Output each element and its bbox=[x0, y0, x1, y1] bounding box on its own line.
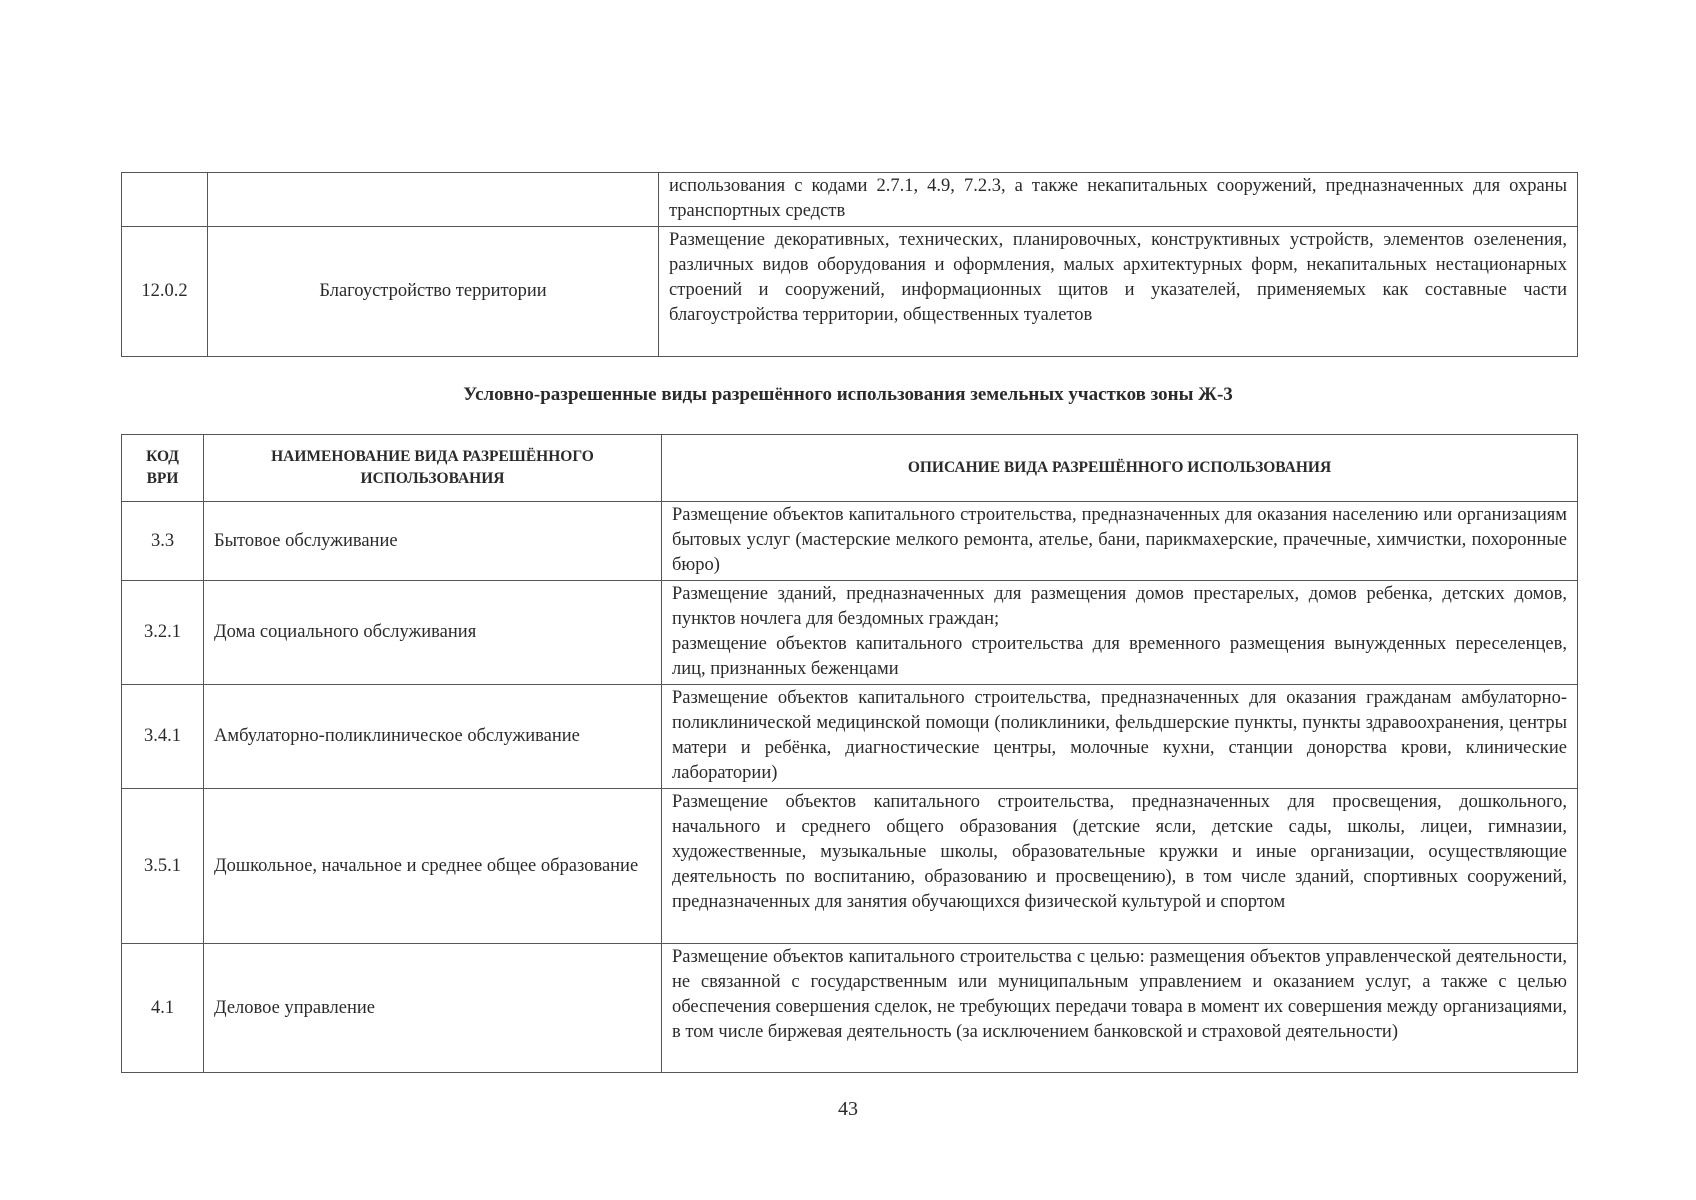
code-cell: 3.2.1 bbox=[122, 581, 204, 685]
description-cell: Размещение объектов капитального строительства, предназначенных для оказания гражданам амбулаторно-поликлинической медицинской помощи (поликлиники, фельдшерские пункты, пункты здравоохранения, центры матери и ребёнка, диагностические центры, молочные кухни, станции донорства крови, клинические лаборатории) bbox=[662, 685, 1578, 789]
column-header-description: ОПИСАНИЕ ВИДА РАЗРЕШЁННОГО ИСПОЛЬЗОВАНИЯ bbox=[662, 435, 1578, 502]
table-row bbox=[122, 789, 1578, 944]
column-header-name-line2: ИСПОЛЬЗОВАНИЯ bbox=[360, 470, 505, 487]
description-cell: Размещение объектов капитального строительства с целью: размещения объектов управленческой деятельности, не связанной с государственным или муниципальным управлением и оказанием услуг, а также с целью обеспечения совершения сделок, не требующих передачи товара в момент их совершения между организациями, в том числе биржевая деятельность (за исключением банковской и страховой деятельности) bbox=[662, 944, 1578, 1073]
name-cell: Дошкольное, начальное и среднее общее образование bbox=[204, 789, 662, 944]
description-cell: Размещение объектов капитального строительства, предназначенных для просвещения, дошкольного, начального и среднего общего образования (детские ясли, детские сады, школы, лицеи, гимназии, художественные, музыкальные школы, образовательные кружки и иные организации, осуществляющие деятельность по воспитанию, образованию и просвещению), в том числе зданий, спортивных сооружений, предназначенных для занятия обучающихся физической культурой и спортом bbox=[662, 789, 1578, 944]
name-cell: Благоустройство территории bbox=[208, 227, 659, 357]
column-header-name-line1: НАИМЕНОВАНИЕ ВИДА РАЗРЕШЁННОГО bbox=[271, 448, 594, 465]
code-cell: 3.4.1 bbox=[122, 685, 204, 789]
description-paragraph: Размещение зданий, предназначенных для размещения домов престарелых, домов ребенка, детских домов, пунктов ночлега для бездомных граждан; bbox=[672, 584, 1567, 629]
code-cell: 4.1 bbox=[122, 944, 204, 1073]
table-header-row bbox=[122, 435, 1578, 502]
code-cell: 3.5.1 bbox=[122, 789, 204, 944]
column-header-code-line2: ВРИ bbox=[146, 470, 179, 487]
column-header-name bbox=[204, 435, 662, 502]
name-cell: Бытовое обслуживание bbox=[204, 502, 662, 581]
column-header-code-line1: КОД bbox=[146, 448, 179, 465]
table-row bbox=[122, 173, 1578, 227]
section-title: Условно-разрешенные виды разрешённого использования земельных участков зоны Ж-3 bbox=[463, 384, 1233, 405]
permitted-use-table bbox=[121, 434, 1578, 1073]
page-number: 43 bbox=[838, 1098, 858, 1120]
code-cell bbox=[122, 173, 208, 227]
name-cell: Деловое управление bbox=[204, 944, 662, 1073]
continued-table bbox=[121, 172, 1578, 357]
table-row bbox=[122, 685, 1578, 789]
description-paragraph: размещение объектов капитального строительства для временного размещения вынужденных переселенцев, лиц, признанных беженцами bbox=[672, 634, 1567, 679]
name-cell: Амбулаторно-поликлиническое обслуживание bbox=[204, 685, 662, 789]
code-cell: 3.3 bbox=[122, 502, 204, 581]
description-cell: Размещение объектов капитального строительства, предназначенных для оказания населению или организациям бытовых услуг (мастерские мелкого ремонта, ателье, бани, парикмахерские, прачечные, химчистки, похоронные бюро) bbox=[662, 502, 1578, 581]
name-cell bbox=[208, 173, 659, 227]
description-cell: Размещение декоративных, технических, планировочных, конструктивных устройств, элементов озеленения, различных видов оборудования и оформления, малых архитектурных форм, некапитальных нестационарных строений и сооружений, информационных щитов и указателей, применяемых как составные части благоустройства территории, общественных туалетов bbox=[659, 227, 1578, 357]
description-cell: использования с кодами 2.7.1, 4.9, 7.2.3, а также некапитальных сооружений, предназначенных для охраны транспортных средств bbox=[659, 173, 1578, 227]
table-row bbox=[122, 581, 1578, 685]
description-cell bbox=[662, 581, 1578, 685]
code-cell: 12.0.2 bbox=[122, 227, 208, 357]
column-header-code bbox=[122, 435, 204, 502]
table-row bbox=[122, 227, 1578, 357]
table-row bbox=[122, 944, 1578, 1073]
table-row bbox=[122, 502, 1578, 581]
name-cell: Дома социального обслуживания bbox=[204, 581, 662, 685]
